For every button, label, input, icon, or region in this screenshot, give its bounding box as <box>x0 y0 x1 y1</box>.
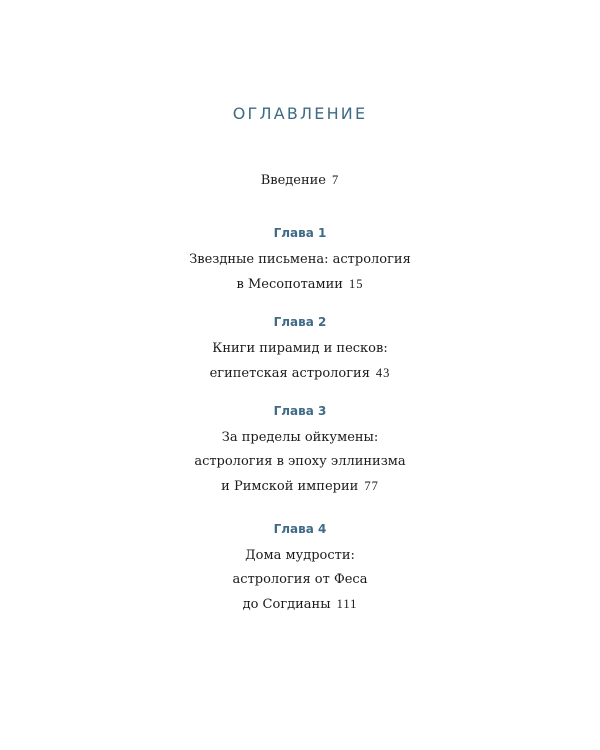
toc-entry-chapter-3 <box>0 402 600 498</box>
entry-line: астрология в эпоху эллинизма <box>194 454 406 469</box>
entry-line: Книги пирамид и песков: <box>212 341 388 356</box>
entry-line <box>0 168 600 192</box>
chapter-label: Глава 2 <box>273 315 327 329</box>
entry-line <box>0 361 600 385</box>
page-number: 43 <box>375 366 391 380</box>
page-number: 7 <box>332 173 340 187</box>
page-number: 15 <box>348 277 364 291</box>
entry-line: За пределы ойкумены: <box>221 430 379 445</box>
entry-title: Введение <box>260 173 327 188</box>
entry-line: астрология от Феса <box>232 572 368 587</box>
chapter-label: Глава 3 <box>273 404 327 418</box>
toc-title: ОГЛАВЛЕНИЕ <box>232 104 368 123</box>
entry-title: египетская астрология <box>209 366 370 381</box>
entry-line <box>0 474 600 498</box>
entry-line: Дома мудрости: <box>245 548 355 563</box>
entry-line <box>0 272 600 296</box>
page-number: 77 <box>364 479 379 493</box>
toc-entry-introduction <box>0 168 600 192</box>
entry-line: Звездные письмена: астрология <box>189 252 411 267</box>
entry-line <box>0 592 600 616</box>
chapter-label: Глава 1 <box>273 226 327 240</box>
entry-title: и Римской империи <box>221 479 359 494</box>
entry-title: в Месопотамии <box>236 277 343 292</box>
toc-entry-chapter-1 <box>0 224 600 296</box>
page-number: 111 <box>336 597 358 611</box>
toc-entry-chapter-4 <box>0 520 600 616</box>
entry-title: до Согдианы <box>242 597 331 612</box>
chapter-label: Глава 4 <box>273 522 327 536</box>
toc-entry-chapter-2 <box>0 313 600 385</box>
